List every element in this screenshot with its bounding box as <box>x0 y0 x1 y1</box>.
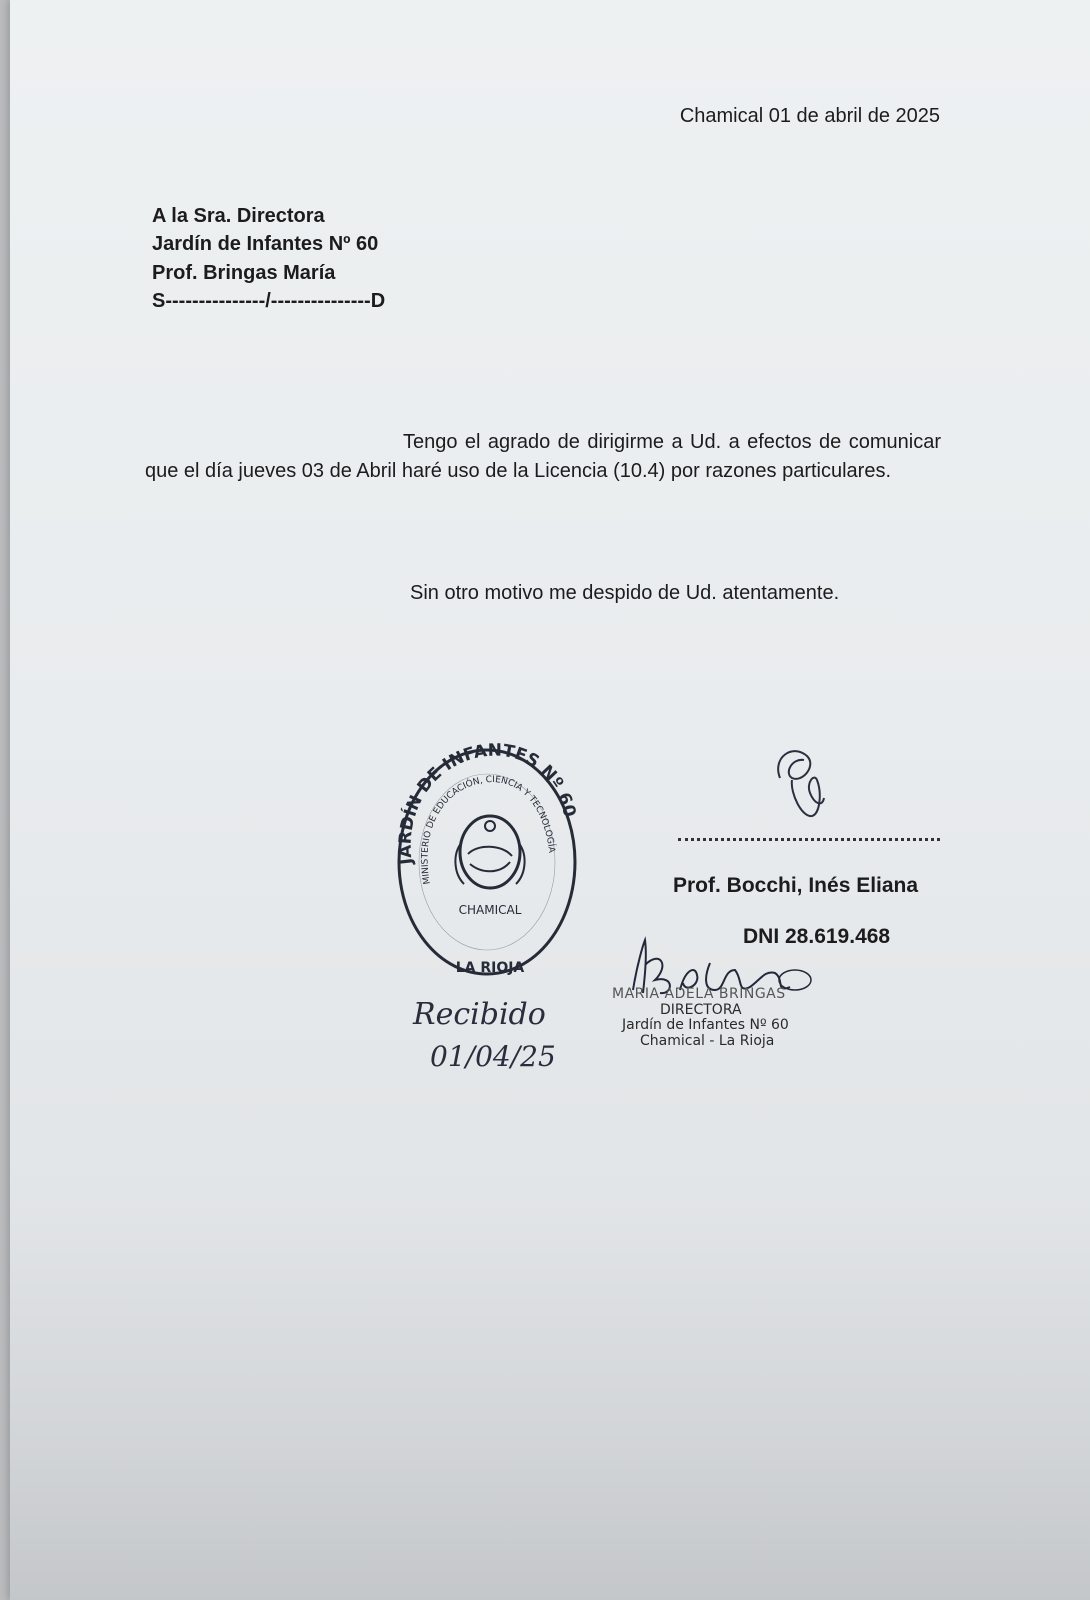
sender-dni: DNI 28.619.468 <box>743 925 891 948</box>
director-stamp-place: Chamical - La Rioja <box>640 1033 775 1049</box>
recipient-line-3: Prof. Bringas María <box>152 262 336 284</box>
closing-line: Sin otro motivo me despido de Ud. atentamente. <box>410 582 840 604</box>
recipient-line-4: S---------------/---------------D <box>152 290 386 312</box>
received-note <box>408 988 568 1088</box>
signature-line <box>678 838 940 841</box>
received-date: 01/04/25 <box>430 1040 556 1073</box>
institution-seal <box>382 734 582 984</box>
director-stamp-name: MARIA ADELA BRINGAS <box>612 986 786 1002</box>
seal-province: LA RIOJA <box>455 960 525 976</box>
coat-of-arms-icon <box>455 816 524 888</box>
director-stamp-role: DIRECTORA <box>660 1002 742 1018</box>
date-line: Chamical 01 de abril de 2025 <box>679 105 940 127</box>
sender-name: Prof. Bocchi, Inés Eliana <box>673 874 919 897</box>
received-word: Recibido <box>413 997 546 1032</box>
seal-outer-text: JARDÍN DE INFANTES Nº 60 <box>395 740 580 866</box>
recipient-line-1: A la Sra. Directora <box>152 205 325 227</box>
sender-signature <box>762 738 842 828</box>
seal-inner-text: MINISTERIO DE EDUCACIÓN, CIENCIA Y TECNOLOGÍA <box>420 774 557 886</box>
letter-body: Tengo el agrado de dirigirme a Ud. a efectos de comunicar que el día jueves 03 de Abril haré uso de la Licencia (10.4) por razones particulares. <box>145 431 941 482</box>
letter-page <box>10 0 1090 1600</box>
seal-town: CHAMICAL <box>458 903 522 917</box>
recipient-line-2: Jardín de Infantes Nº 60 <box>152 233 379 255</box>
director-stamp-school: Jardín de Infantes Nº 60 <box>622 1017 789 1033</box>
